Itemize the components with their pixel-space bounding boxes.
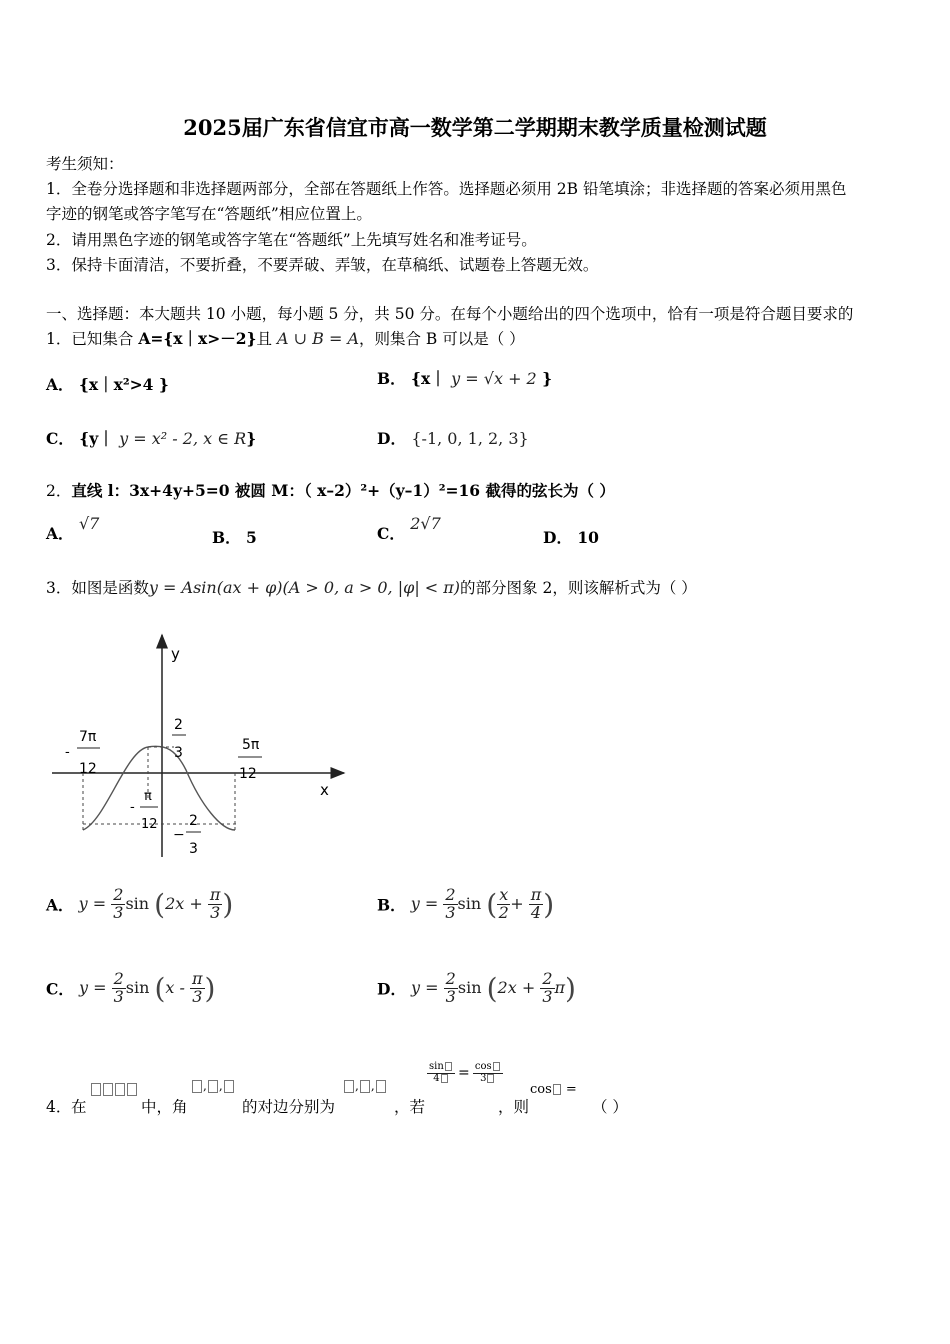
q2-option-c-math: 2√7 — [410, 514, 441, 533]
q4-cos-expr — [530, 1082, 577, 1097]
q3-option-a-label: A． — [46, 895, 74, 915]
q3-a-inner: 2x + — [165, 893, 203, 913]
label-2-3-den: 3 — [174, 745, 183, 761]
page-title: 2025届广东省信宜市高一数学第二学期期末教学质量检测试题 — [183, 115, 767, 140]
q1-option-d-label: D． — [377, 429, 406, 448]
q1-option-a-text: {x｜x²>4 } — [78, 375, 169, 394]
q3-c-inner: x - — [165, 977, 185, 997]
q4-cos-bot: 3 — [480, 1072, 487, 1084]
q3-b-fn: π — [530, 885, 542, 904]
label-7pi-den: 12 — [79, 761, 97, 777]
q1-condition: A ∪ B = A — [276, 329, 359, 348]
q4-condition — [427, 1062, 503, 1084]
q2-option-c[interactable] — [377, 514, 441, 544]
q1-option-d-math: {-1, 0, 1, 2, 3} — [411, 429, 529, 448]
q1-option-c[interactable] — [46, 427, 256, 449]
q3-b-xn: x — [499, 885, 509, 904]
q1-option-c-pre: {y｜ — [79, 429, 114, 448]
q4-number: 4． — [46, 1098, 72, 1116]
q1-option-b[interactable] — [377, 367, 552, 389]
label-5pi: 5π — [242, 737, 260, 753]
q4-sides-glyphs: , , — [343, 1079, 387, 1093]
notice-line-3: 3．保持卡面清洁，不要折叠，不要弄破、弄皱，在草稿纸、试题卷上答题无效。 — [46, 256, 599, 274]
q1-option-a-label: A． — [46, 375, 74, 394]
q1-option-d[interactable] — [377, 427, 529, 449]
label-negpi12-sign: - — [130, 799, 135, 815]
q3-a-den: 3 — [113, 902, 124, 922]
q1-option-c-label: C． — [46, 429, 74, 448]
q3-b-sin: sin — [457, 893, 482, 913]
x-axis-label: x — [320, 781, 329, 799]
q2-option-d-text: 10 — [577, 528, 599, 547]
q3-a-sin: sin — [125, 893, 150, 913]
q3-option-c[interactable]: C． y = $\frac{2}{3}$ sin (x - $\frac{\pi}{3}$ ) — [46, 969, 216, 1006]
q2-option-a-math: √7 — [78, 514, 100, 533]
q1-option-b-pre: {x｜ — [411, 369, 446, 388]
q4-t5: ，则 — [498, 1098, 530, 1116]
q3-post: 的部分图象 2，则该解析式为（ ） — [460, 579, 697, 597]
q1-option-a[interactable] — [46, 373, 169, 395]
q3-option-c-label: C． — [46, 979, 74, 999]
q1-pre: 已知集合 — [71, 330, 139, 348]
q3-a-fd: 3 — [210, 902, 221, 922]
q2-number: 2． — [46, 482, 72, 500]
q1-option-b-post: } — [542, 369, 553, 388]
q3-d-sin: sin — [457, 977, 482, 997]
q2-option-b-text: 5 — [246, 528, 257, 547]
q3-d-fn: 2 — [542, 969, 553, 988]
q1-option-b-math: y = √x + 2 — [451, 369, 537, 388]
notice-line-1: 1．全卷分选择题和非选择题两部分，全部在答题纸上作答。选择题必须用 2B 铅笔填涂；非选择题的答案必须用黑色 — [46, 180, 847, 198]
label-pi-den: 12 — [141, 817, 158, 832]
q2-option-d-label: D． — [543, 528, 572, 547]
q3-b-plus: + — [510, 893, 524, 913]
q3-d-pi: π — [554, 977, 566, 997]
q3-option-a[interactable]: A． y = $\frac{2}{3}$ sin (2x + $\frac{\pi}{3}$ ) — [46, 885, 234, 922]
q4-t6: （ ） — [592, 1098, 628, 1116]
q3-option-a-y: y = — [78, 893, 107, 913]
q3-c-sin: sin — [125, 977, 150, 997]
q3-option-b-y: y = — [410, 893, 439, 913]
q1-option-c-math: y = x² - 2, x ∈ R — [119, 429, 247, 448]
q4-cos: cos — [530, 1082, 552, 1097]
q1-number: 1． — [46, 330, 72, 348]
q3-d-inner: 2x + — [497, 977, 536, 997]
q2-option-c-label: C． — [377, 524, 405, 543]
notice-line-2: 2．请用黑色字迹的钢笔或答字笔在“答题纸”上先填写姓名和准考证号。 — [46, 231, 537, 249]
q3-d-den: 3 — [445, 986, 456, 1006]
label-neg23-sign: − — [173, 827, 185, 843]
q4-t1: 在 — [71, 1098, 87, 1116]
q3-function: y = Asin(ax + φ)(A > 0, a > 0, |φ| < π) — [148, 578, 461, 597]
label-neg23-den: 3 — [189, 841, 198, 857]
q3-c-fn: π — [192, 969, 203, 988]
q3-option-b-label: B． — [377, 895, 406, 915]
q2-option-a-label: A． — [46, 524, 74, 543]
q3-d-fd: 3 — [542, 986, 553, 1006]
q3-b-num: 2 — [445, 885, 456, 904]
q1-set-a: A={x｜x>－2} — [138, 329, 257, 348]
label-2-3-num: 2 — [174, 717, 183, 733]
label-neg7pi12-sign: - — [65, 744, 70, 760]
q3-c-den: 3 — [113, 986, 124, 1006]
q4-triangle-glyphs — [90, 1079, 138, 1097]
q1-post: ，则集合 B 可以是（ ） — [359, 330, 525, 348]
q2-text: 直线 l：3x+4y+5=0 被圆 M：（ x–2）²+（y–1）²=16 截得的弦长为（ ） — [71, 481, 615, 500]
q1-option-b-label: B． — [377, 369, 406, 388]
label-pi: π — [144, 789, 152, 804]
label-7pi: 7π — [79, 729, 97, 745]
q3-pre: 如图是函数 — [71, 579, 149, 597]
q4-t2: 中，角 — [141, 1098, 188, 1116]
q3-b-xd: 2 — [498, 902, 509, 922]
q3-c-num: 2 — [113, 969, 124, 988]
q2-option-a[interactable] — [46, 514, 100, 544]
label-5pi-den: 12 — [239, 766, 257, 782]
q3-d-num: 2 — [445, 969, 456, 988]
q4-t4: ，若 — [394, 1098, 426, 1116]
q3-number: 3． — [46, 579, 72, 597]
q3-graph — [46, 625, 356, 865]
q3-b-den: 3 — [445, 902, 456, 922]
notice-line-1b: 字迹的钢笔或答字笔写在“答题纸”相应位置上。 — [46, 205, 372, 223]
q4-angles-glyphs: , , — [191, 1079, 235, 1093]
section-heading: 一、选择题：本大题共 10 小题，每小题 5 分，共 50 分。在每个小题给出的四个选项中，恰有一项是符合题目要求的 — [46, 305, 854, 323]
q4-cos-top: cos — [474, 1061, 492, 1072]
q4-sin-top: sin — [429, 1061, 444, 1072]
q4-sin-bot: 4 — [433, 1072, 440, 1084]
q3-option-d[interactable]: D． y = $\frac{2}{3}$ sin (2x + $\frac{2}{3}$ π) — [377, 969, 576, 1006]
q2-option-d[interactable] — [543, 526, 599, 548]
label-neg23-num: 2 — [189, 813, 198, 829]
notice-heading: 考生须知： — [46, 155, 124, 173]
q3-a-num: 2 — [113, 885, 124, 904]
q3-option-c-y: y = — [78, 977, 107, 997]
q4-cos-eq: = — [565, 1082, 577, 1097]
q1-option-c-post: } — [246, 429, 257, 448]
y-axis-label: y — [171, 645, 180, 663]
q2-option-b-label: B． — [212, 528, 241, 547]
q3-option-b[interactable]: B． y = $\frac{2}{3}$ sin ( $\frac{x}{2}$ + $\frac{\pi}{4}$ ) — [377, 885, 555, 922]
q3-c-fd: 3 — [192, 986, 203, 1006]
q4-eq: = — [457, 1065, 470, 1081]
q3-option-d-label: D． — [377, 979, 406, 999]
q3-b-fd: 4 — [530, 902, 542, 922]
q4-t3: 的对边分别为 — [242, 1098, 336, 1116]
q2-option-b[interactable] — [212, 526, 257, 548]
sine-curve — [83, 746, 235, 830]
question-2 — [46, 479, 615, 501]
q1-and: 且 — [256, 330, 273, 348]
q3-option-d-y: y = — [411, 977, 439, 997]
question-1 — [46, 327, 525, 349]
question-3 — [46, 576, 697, 598]
q3-a-fn: π — [209, 885, 221, 904]
